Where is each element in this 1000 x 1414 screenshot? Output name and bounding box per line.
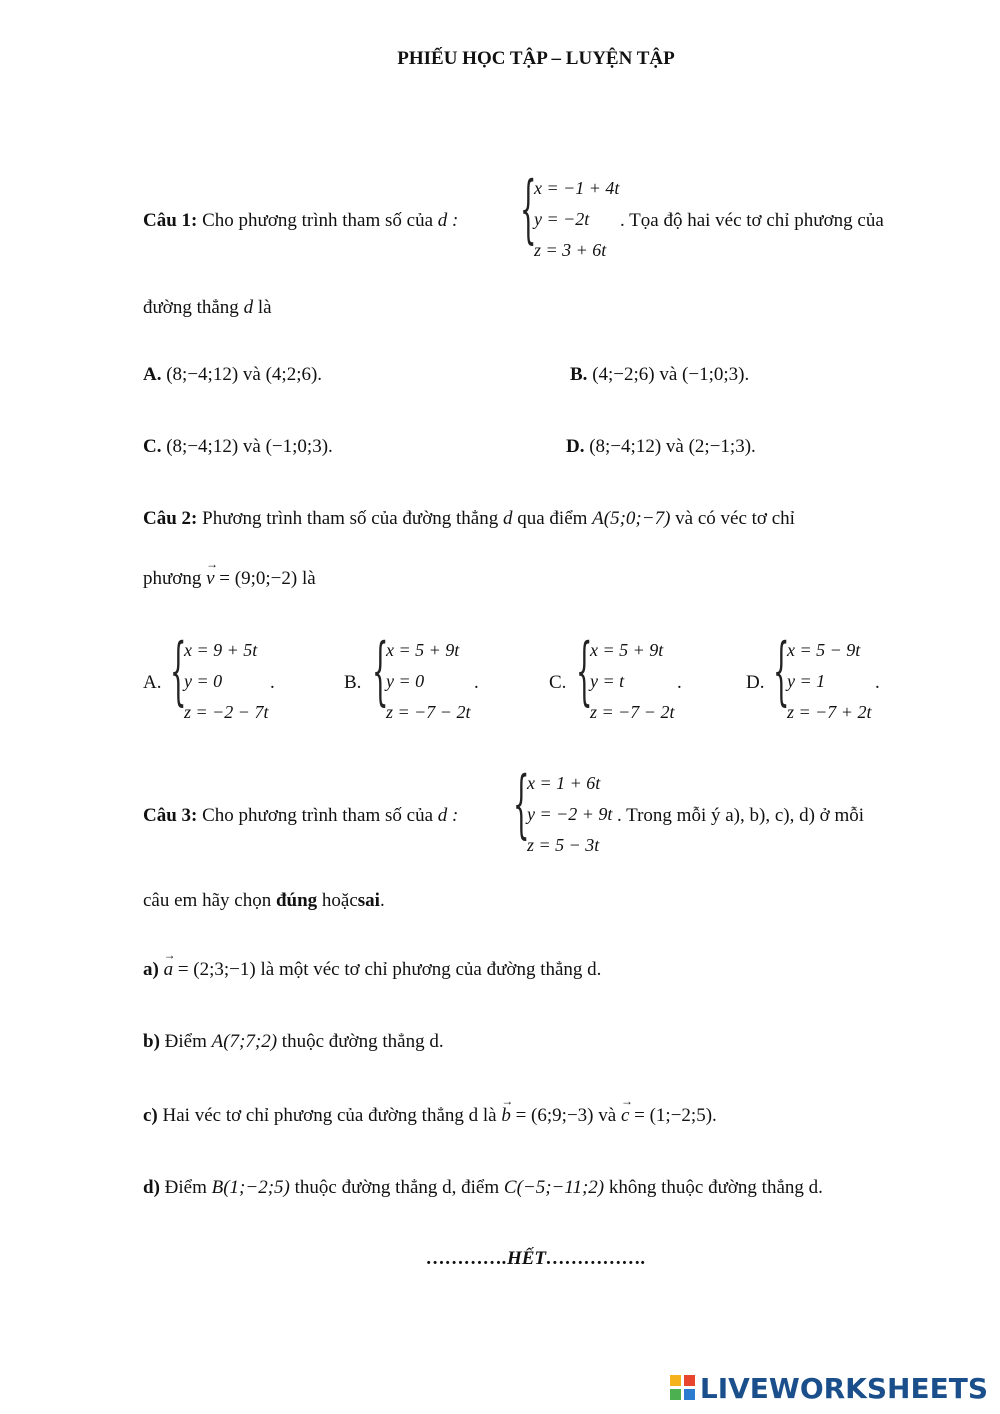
q3-label: Câu 3: — [143, 805, 198, 826]
q3-period: . — [379, 890, 385, 911]
q3-brace: { — [513, 761, 530, 847]
q3-item-c-label: c) — [143, 1105, 158, 1126]
q3-item-c[interactable] — [143, 1105, 717, 1127]
q1-option-d[interactable] — [566, 436, 756, 458]
q3-eq-y: y = −2 + 9t — [527, 804, 613, 824]
q3-item-b-text2: thuộc đường thẳng d. — [281, 1031, 444, 1052]
q1-line1 — [143, 210, 458, 232]
q3-item-b-label: b) — [143, 1031, 160, 1052]
q2b-dot: . — [474, 672, 479, 693]
q2-option-a-label[interactable]: A. — [143, 672, 162, 693]
q2a-dot: . — [270, 672, 275, 693]
q2a-eq-x: x = 9 + 5t — [184, 640, 258, 660]
q3-item-c-value2: = (1;−2;5). — [634, 1105, 717, 1126]
q3-text-c: câu em hãy chọn — [143, 890, 272, 911]
q2a-eq-z: z = −2 − 7t — [184, 702, 269, 722]
q2-label: Câu 2: — [143, 508, 198, 529]
q2c-dot: . — [677, 672, 682, 693]
q2-vec-value: = (9;0;−2) — [219, 568, 298, 589]
q2a-eq-y: y = 0 — [184, 671, 223, 691]
q3-item-c-text1: Hai véc tơ chỉ phương của đường thẳng d là — [162, 1105, 497, 1126]
q1-eq-y: y = −2t — [534, 209, 590, 229]
q1-text-c: đường thẳng — [143, 297, 239, 318]
q2-option-d-label[interactable]: D. — [746, 672, 765, 693]
q2b-brace: { — [372, 628, 389, 714]
q1-option-d-text: (8;−4;12) và (2;−1;3). — [589, 436, 756, 457]
q2-text-a: Phương trình tham số của đường thẳng — [202, 508, 499, 529]
q2-text-d: phương — [143, 568, 202, 589]
q3-item-d-text3: không thuộc đường thẳng d. — [608, 1177, 823, 1198]
q1-option-d-label: D. — [566, 436, 585, 457]
q2-point: A(5;0;−7) — [592, 508, 671, 529]
q3-line2 — [143, 890, 385, 912]
q1-option-a-label: A. — [143, 364, 162, 385]
q1-var-d: d — [243, 297, 254, 318]
q3-eq-z: z = 5 − 3t — [527, 835, 600, 855]
q1-text-d: là — [257, 297, 272, 318]
liveworksheets-logo-icon — [670, 1375, 696, 1401]
q1-option-a-text: (8;−4;12) và (4;2;6). — [166, 364, 323, 385]
q3-item-c-vector-c: → c — [621, 1105, 629, 1127]
q3-item-d-label: d) — [143, 1177, 160, 1198]
q1-eq-x: x = −1 + 4t — [534, 178, 620, 198]
q3-text-d: hoặc — [321, 890, 358, 911]
q3-text-b: . Trong mỗi ý a), b), c), d) ở mỗi — [617, 805, 865, 826]
q1-option-a[interactable] — [143, 364, 322, 386]
q2-line1 — [143, 508, 795, 530]
q1-label: Câu 1: — [143, 210, 198, 231]
q3-item-c-value1: = (6;9;−3) — [515, 1105, 594, 1126]
q1-option-b-text: (4;−2;6) và (−1;0;3). — [592, 364, 750, 385]
q2c-eq-x: x = 5 + 9t — [590, 640, 664, 660]
q2d-dot: . — [875, 672, 880, 693]
q1-option-b-label: B. — [570, 364, 588, 385]
q3-line1 — [143, 805, 458, 827]
q3-item-d-point-b: B(1;−2;5) — [211, 1177, 290, 1198]
q3-eq-x: x = 1 + 6t — [527, 773, 601, 793]
q3-item-b-text1: Điểm — [164, 1031, 207, 1052]
q2b-eq-x: x = 5 + 9t — [386, 640, 460, 660]
q2d-eq-y: y = 1 — [787, 671, 826, 691]
q2a-brace: { — [170, 628, 187, 714]
q2-var-d: d — [502, 508, 513, 529]
q2d-eq-z: z = −7 + 2t — [787, 702, 872, 722]
end-marker: ………….HẾT……………. — [426, 1248, 646, 1269]
q2-option-b-label[interactable]: B. — [344, 672, 362, 693]
q1-var: d : — [437, 210, 459, 231]
q3-bold-sai: sai — [357, 890, 380, 911]
q3-item-b-point: A(7;7;2) — [211, 1031, 278, 1052]
q1-option-c-text: (8;−4;12) và (−1;0;3). — [166, 436, 333, 457]
q1-brace: { — [520, 166, 537, 252]
q3-item-d-text2: thuộc đường thẳng d, điểm — [294, 1177, 500, 1198]
q3-item-a[interactable] — [143, 959, 601, 981]
q3-item-a-value: = (2;3;−1) — [177, 959, 256, 980]
q1-option-b[interactable] — [570, 364, 749, 386]
q2c-brace: { — [576, 628, 593, 714]
q3-text-a: Cho phương trình tham số của — [202, 805, 434, 826]
q3-bold-dung: đúng — [275, 890, 318, 911]
q3-item-b[interactable] — [143, 1031, 444, 1053]
worksheet-title: PHIẾU HỌC TẬP – LUYỆN TẬP — [397, 48, 675, 69]
q3-item-c-vector-b: → b — [501, 1105, 511, 1127]
q1-option-c-label: C. — [143, 436, 162, 457]
q2-text-b: qua điểm — [517, 508, 588, 529]
q1-line2 — [143, 297, 272, 319]
q1-eq-z: z = 3 + 6t — [534, 240, 607, 260]
q3-item-a-vector: → a — [164, 959, 174, 981]
q2-vector-v: → v — [206, 568, 214, 590]
q3-item-a-text: là một véc tơ chỉ phương của đường thẳng d. — [260, 959, 602, 980]
q1-option-c[interactable] — [143, 436, 333, 458]
q2c-eq-z: z = −7 − 2t — [590, 702, 675, 722]
q2d-brace: { — [773, 628, 790, 714]
q3-item-a-label: a) — [143, 959, 159, 980]
q2d-eq-x: x = 5 − 9t — [787, 640, 861, 660]
q3-item-d[interactable] — [143, 1177, 823, 1199]
q2-option-c-label[interactable]: C. — [549, 672, 567, 693]
q2c-eq-y: y = t — [590, 671, 625, 691]
q3-item-d-text1: Điểm — [164, 1177, 207, 1198]
liveworksheets-logo-text: LIVEWORKSHEETS — [699, 1372, 988, 1405]
q3-item-d-point-c: C(−5;−11;2) — [503, 1177, 605, 1198]
q1-text-b: . Tọa độ hai véc tơ chỉ phương của — [620, 210, 884, 231]
q1-text-a: Cho phương trình tham số của — [202, 210, 434, 231]
q2b-eq-y: y = 0 — [386, 671, 425, 691]
q3-var: d : — [437, 805, 459, 826]
q2b-eq-z: z = −7 − 2t — [386, 702, 471, 722]
q3-item-c-and: và — [598, 1105, 617, 1126]
liveworksheets-logo[interactable] — [670, 1372, 988, 1405]
q2-line2 — [143, 568, 316, 590]
q2-text-e: là — [301, 568, 316, 589]
q2-text-c: và có véc tơ chỉ — [675, 508, 795, 529]
